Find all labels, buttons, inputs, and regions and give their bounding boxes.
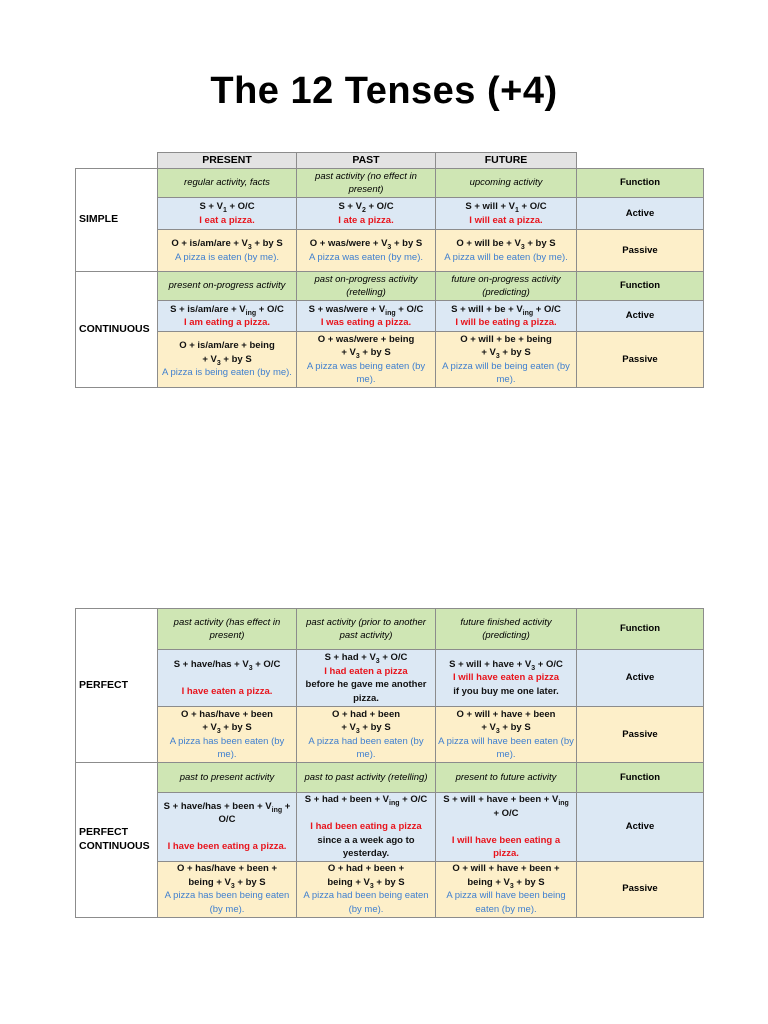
simple-present-active: $S + V_1 + O/C$ I eat a pizza. bbox=[158, 198, 297, 230]
corner-blank bbox=[76, 153, 158, 169]
simple-past-passive: O + was/were + $V_3$ + by S A pizza was eaten (by me). bbox=[297, 230, 436, 272]
perfect-continuous-future-function: present to future activity bbox=[436, 763, 577, 793]
simple-future-passive: O + will be + $V_3$ + by S A pizza will be eaten (by me). bbox=[436, 230, 577, 272]
passive-label: Passive bbox=[577, 707, 704, 763]
perfect-continuous-present-active: S + have/has + been + $V_{ing}$ + O/C I have been eating a pizza. bbox=[158, 793, 297, 862]
simple-past-active: $S + V_2 + O/C$ I ate a pizza. bbox=[297, 198, 436, 230]
header-present: PRESENT bbox=[158, 153, 297, 169]
active-label: Active bbox=[577, 301, 704, 332]
perfect-past-function: past activity (prior to another past activity) bbox=[297, 609, 436, 650]
perfect-future-active: S + will + have + $V_3 + O/C$ I will have eaten a pizza if you buy me one later. bbox=[436, 650, 577, 707]
perfect-past-active: S + had + $V_3 + O/C$ I had eaten a pizza before he gave me another pizza. bbox=[297, 650, 436, 707]
perfect-continuous-future-passive: O + will + have + been + being + $V_3$ + by S A pizza will have been being eaten (by me). bbox=[436, 861, 577, 917]
header-past: PAST bbox=[297, 153, 436, 169]
perfect-continuous-present-passive: O + has/have + been + being + $V_3$ + by S A pizza has been being eaten (by me). bbox=[158, 861, 297, 917]
perfect-continuous-past-active: S + had + been + $V_{ing} + O/C$ I had been eating a pizza since a a week ago to yesterday. bbox=[297, 793, 436, 862]
function-label: Function bbox=[577, 609, 704, 650]
simple-future-active: S + will + $V_1 + O/C$ I will eat a pizza. bbox=[436, 198, 577, 230]
continuous-present-passive: O + is/am/are + being + $V_3$ + by S A pizza is being eaten (by me). bbox=[158, 332, 297, 388]
tenses-table-perfect bbox=[75, 608, 704, 918]
continuous-future-active: S + will + be + $V_{ing} + O/C$ I will be eating a pizza. bbox=[436, 301, 577, 332]
row-label-continuous: CONTINUOUS bbox=[76, 272, 158, 388]
simple-future-function: upcoming activity bbox=[436, 169, 577, 198]
perfect-present-passive: O + has/have + been + $V_3$ + by S A pizza has been eaten (by me). bbox=[158, 707, 297, 763]
passive-label: Passive bbox=[577, 332, 704, 388]
row-label-simple: SIMPLE bbox=[76, 169, 158, 272]
function-label: Function bbox=[577, 169, 704, 198]
function-label: Function bbox=[577, 272, 704, 301]
perfect-continuous-present-function: past to present activity bbox=[158, 763, 297, 793]
page-title: The 12 Tenses (+4) bbox=[210, 70, 558, 112]
tenses-table-simple-continuous bbox=[75, 152, 704, 388]
passive-label: Passive bbox=[577, 230, 704, 272]
simple-present-passive: $O + is/am/are + V_3$ + by S A pizza is eaten (by me). bbox=[158, 230, 297, 272]
passive-label: Passive bbox=[577, 861, 704, 917]
continuous-present-active: $S + is/am/are + V_{ing} + O/C$ I am eating a pizza. bbox=[158, 301, 297, 332]
active-label: Active bbox=[577, 198, 704, 230]
continuous-past-passive: O + was/were + being + $V_3$ + by S A pizza was being eaten (by me). bbox=[297, 332, 436, 388]
active-label: Active bbox=[577, 650, 704, 707]
simple-past-function: past activity (no effect in present) bbox=[297, 169, 436, 198]
perfect-past-passive: O + had + been + $V_3$ + by S A pizza had been eaten (by me). bbox=[297, 707, 436, 763]
continuous-present-function: present on-progress activity bbox=[158, 272, 297, 301]
row-label-perfect-continuous: PERFECT CONTINUOUS bbox=[76, 763, 158, 918]
continuous-future-function: future on-progress activity (predicting) bbox=[436, 272, 577, 301]
continuous-future-passive: O + will + be + being + $V_3$ + by S A pizza will be being eaten (by me). bbox=[436, 332, 577, 388]
function-label: Function bbox=[577, 763, 704, 793]
header-future: FUTURE bbox=[436, 153, 577, 169]
simple-present-function: regular activity, facts bbox=[158, 169, 297, 198]
active-label: Active bbox=[577, 793, 704, 862]
perfect-continuous-past-passive: O + had + been + being + $V_3$ + by S A pizza had been being eaten (by me). bbox=[297, 861, 436, 917]
perfect-continuous-future-active: S + will + have + been + $V_{ing}$ + O/C I will have been eating a pizza. bbox=[436, 793, 577, 862]
perfect-future-passive: O + will + have + been + $V_3$ + by S A pizza will have been eaten (by me). bbox=[436, 707, 577, 763]
perfect-future-function: future finished activity (predicting) bbox=[436, 609, 577, 650]
perfect-continuous-past-function: past to past activity (retelling) bbox=[297, 763, 436, 793]
continuous-past-active: S + was/were + $V_{ing} + O/C$ I was eating a pizza. bbox=[297, 301, 436, 332]
row-label-perfect: PERFECT bbox=[76, 609, 158, 763]
perfect-present-active: S + have/has + $V_3 + O/C$ I have eaten a pizza. bbox=[158, 650, 297, 707]
continuous-past-function: past on-progress activity (retelling) bbox=[297, 272, 436, 301]
perfect-present-function: past activity (has effect in present) bbox=[158, 609, 297, 650]
